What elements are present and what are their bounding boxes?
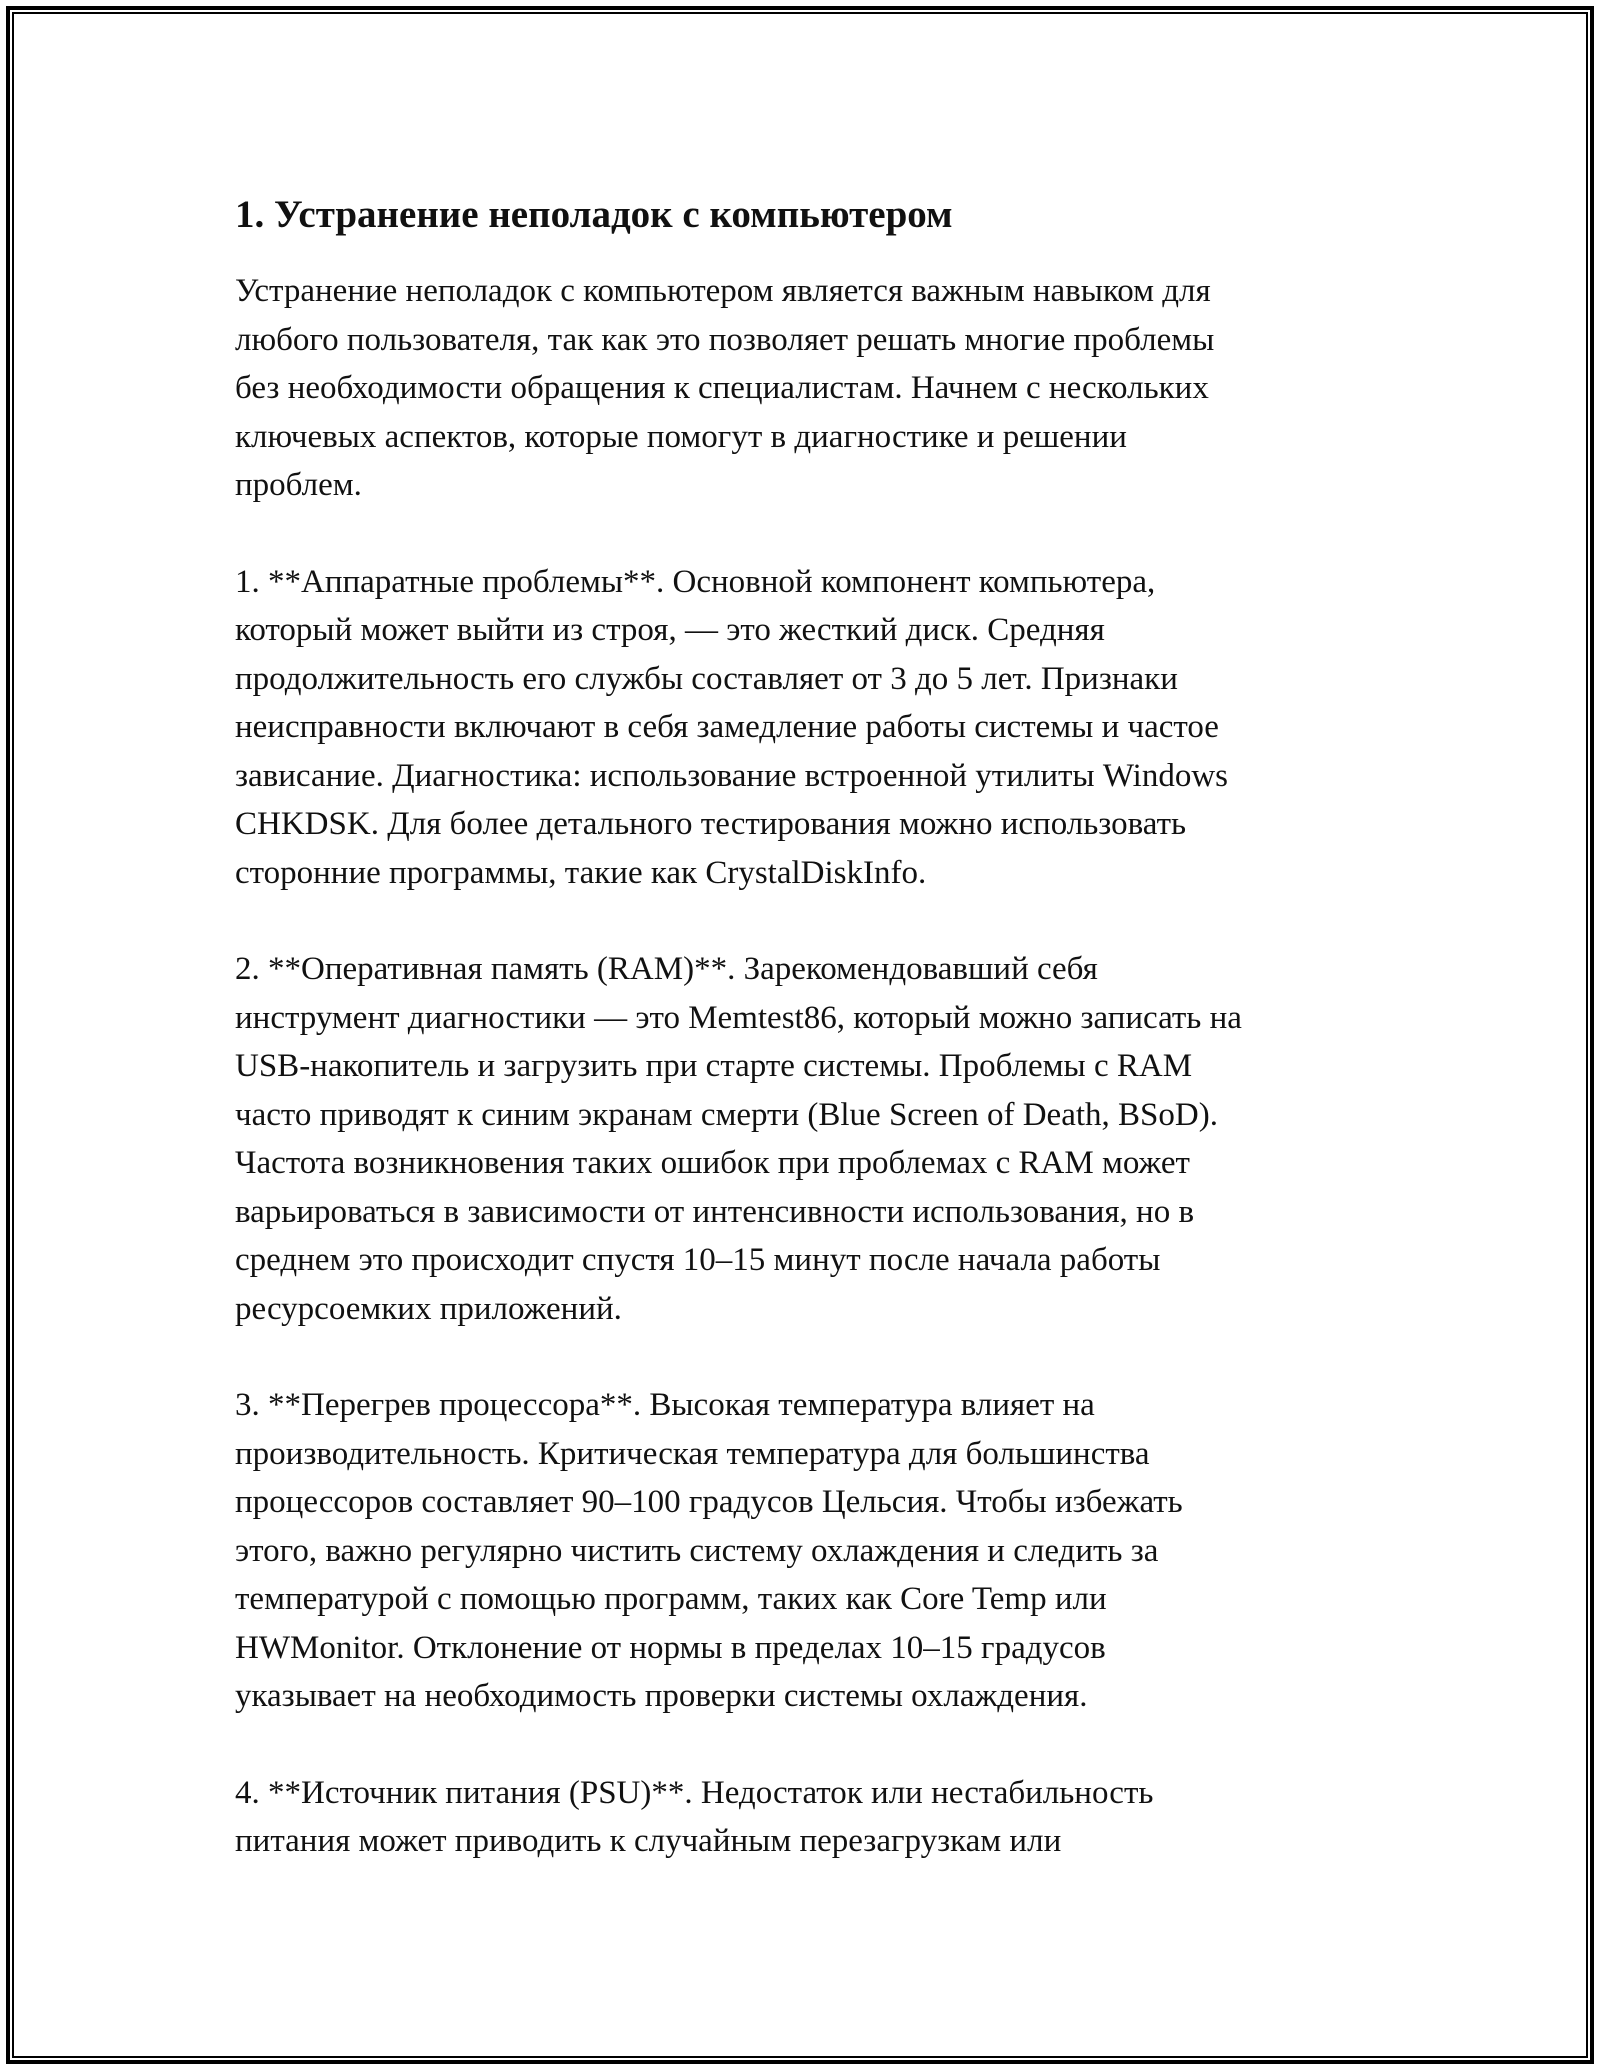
text-line: зависание. Диагностика: использование встроенной утилиты Windows xyxy=(235,757,1229,794)
text-line: питания может приводить к случайным перезагрузкам или xyxy=(235,1823,1062,1859)
text-line: этого, важно регулярно чистить систему охлаждения и следить за xyxy=(235,1532,1159,1569)
text-line: Устранение неполадок с компьютером является важным навыком для xyxy=(235,273,1211,309)
text-line: 3. **Перегрев процессора**. Высокая температура влияет на xyxy=(235,1387,1095,1423)
ram-paragraph xyxy=(235,945,1365,1333)
text-line: инструмент диагностики — это Memtest86, который можно записать на xyxy=(235,999,1242,1036)
text-line: неисправности включают в себя замедление работы системы и частое xyxy=(235,709,1219,745)
text-line: 4. **Источник питания (PSU)**. Недостаток или нестабильность xyxy=(235,1774,1154,1811)
intro-paragraph xyxy=(235,267,1365,510)
cpu-overheating-paragraph xyxy=(235,1381,1365,1721)
text-line: 2. **Оперативная память (RAM)**. Зарекомендовавший себя xyxy=(235,951,1098,987)
text-line: указывает на необходимость проверки системы охлаждения. xyxy=(235,1678,1088,1714)
power-supply-paragraph xyxy=(235,1769,1365,1866)
section-heading: 1. Устранение неполадок с компьютером xyxy=(235,193,953,236)
text-line: продолжительность его службы составляет от 3 до 5 лет. Признаки xyxy=(235,660,1178,697)
text-line: HWMonitor. Отклонение от нормы в пределах 10–15 градусов xyxy=(235,1629,1106,1666)
text-line: проблем. xyxy=(235,467,362,503)
text-line: ресурсоемких приложений. xyxy=(235,1290,622,1327)
text-line: 1. **Аппаратные проблемы**. Основной компонент компьютера, xyxy=(235,563,1156,600)
text-line: среднем это происходит спустя 10–15 минут после начала работы xyxy=(235,1242,1161,1278)
text-line: температурой с помощью программ, таких как Core Temp или xyxy=(235,1581,1107,1617)
text-line: без необходимости обращения к специалистам. Начнем с нескольких xyxy=(235,370,1209,406)
hardware-problems-paragraph xyxy=(235,558,1365,898)
text-line: который может выйти из строя, — это жесткий диск. Средняя xyxy=(235,612,1105,648)
document-body xyxy=(235,185,1365,1914)
text-line: CHKDSK. Для более детального тестирования можно использовать xyxy=(235,806,1187,842)
text-line: процессоров составляет 90–100 градусов Цельсия. Чтобы избежать xyxy=(235,1484,1183,1520)
text-line: любого пользователя, так как это позволяет решать многие проблемы xyxy=(235,321,1215,358)
text-line: Частота возникновения таких ошибок при проблемах с RAM может xyxy=(235,1145,1190,1181)
text-line: сторонние программы, такие как CrystalDiskInfo. xyxy=(235,854,927,891)
text-line: часто приводят к синим экранам смерти (Blue Screen of Death, BSoD). xyxy=(235,1096,1218,1133)
text-line: варьироваться в зависимости от интенсивности использования, но в xyxy=(235,1193,1195,1230)
text-line: ключевых аспектов, которые помогут в диагностике и решении xyxy=(235,418,1127,455)
text-line: USB-накопитель и загрузить при старте системы. Проблемы с RAM xyxy=(235,1048,1193,1084)
text-line: производительность. Критическая температура для большинства xyxy=(235,1435,1150,1472)
